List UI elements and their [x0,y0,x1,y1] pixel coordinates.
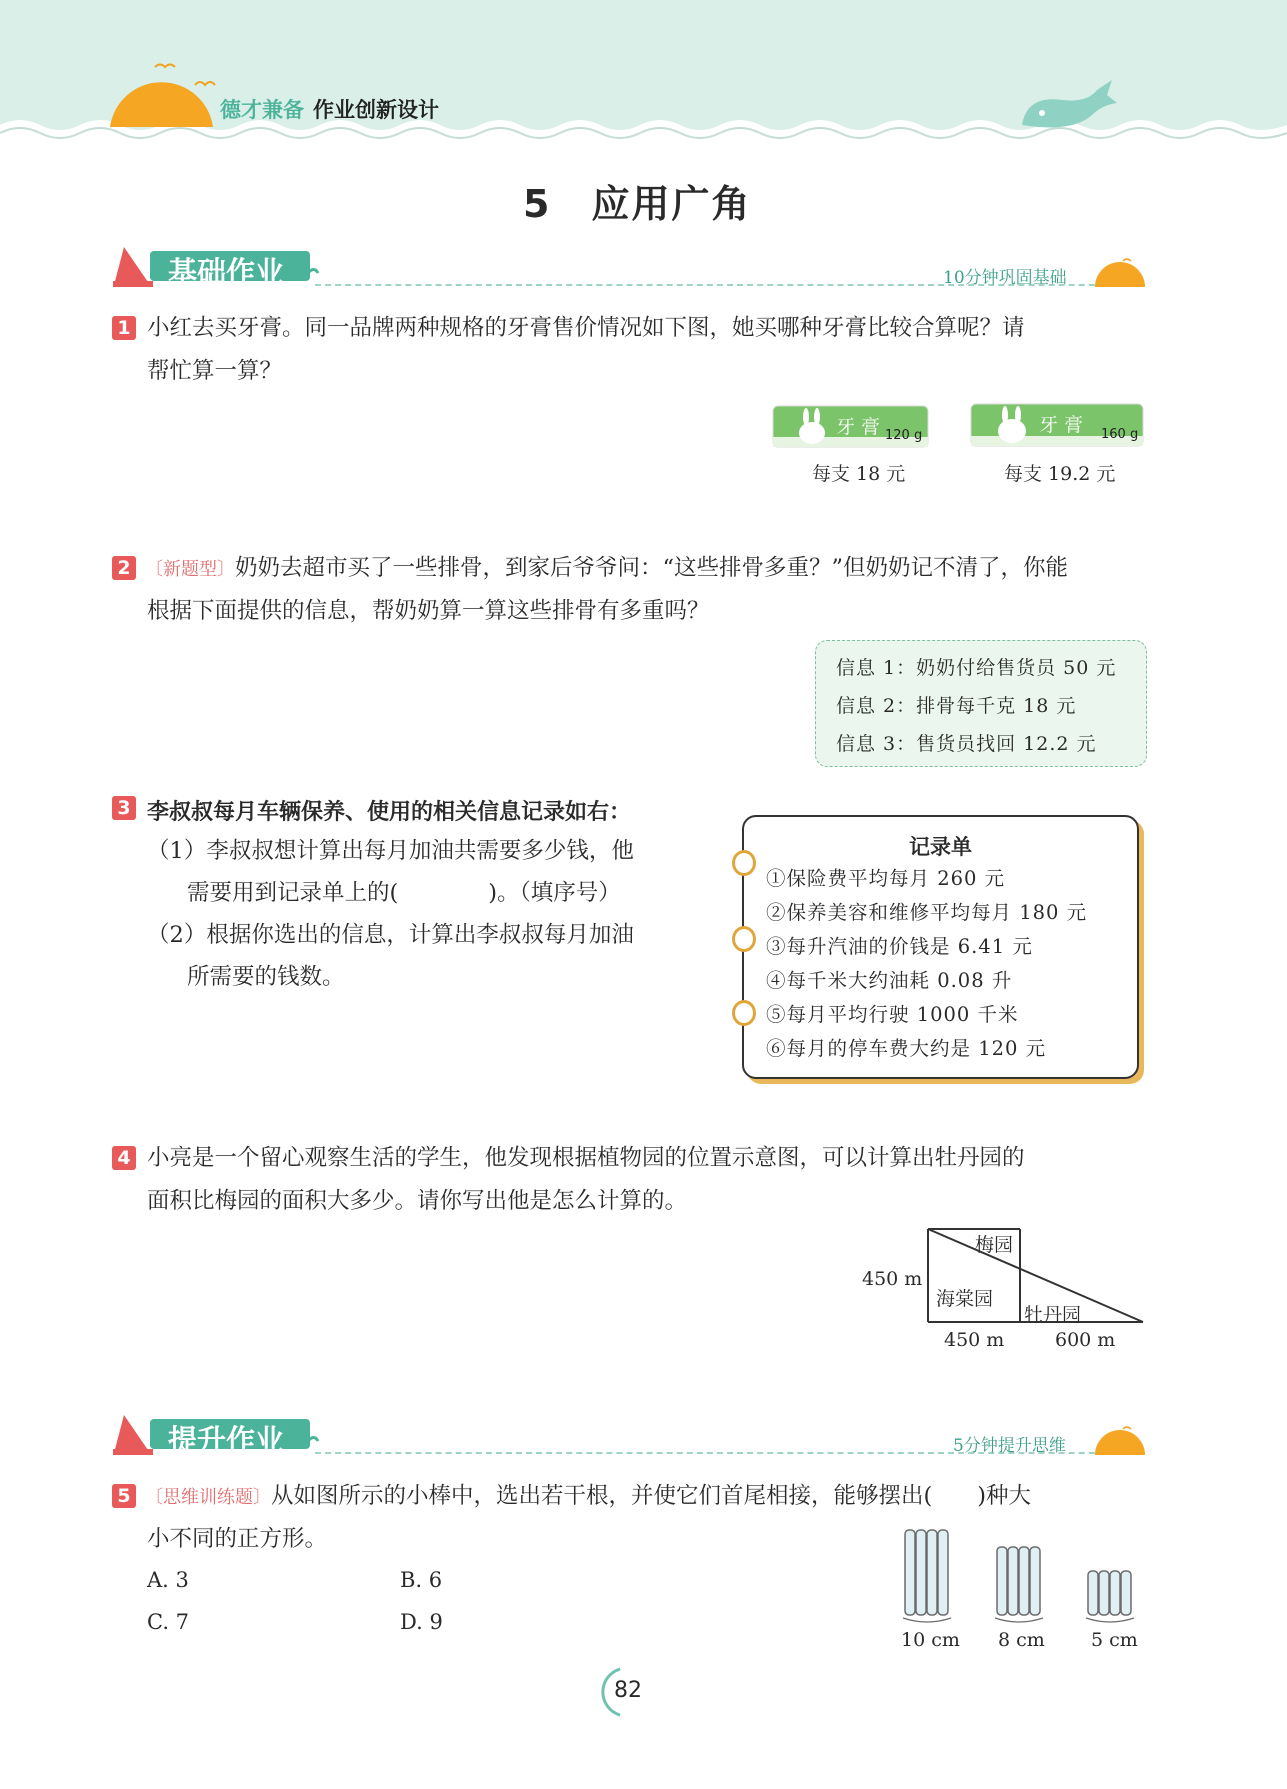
info-line-2: 信息 2：排骨每千克 18 元 [836,695,1077,717]
question-number-1: 1 [112,316,136,340]
option-c: C. 7 [147,1610,190,1634]
toothpaste-price-2: 每支 19.2 元 [1004,463,1116,485]
record-title: 记录单 [909,835,972,859]
question-number-2: 2 [112,556,136,580]
info-box [815,640,1147,767]
stick-label-8cm: 8 cm [998,1629,1045,1651]
toothpaste-label: 牙 膏 [836,416,881,438]
brand-name: 德才兼备 [220,98,304,122]
toothpaste-weight: 160 g [1101,427,1139,442]
sticks-figure [900,1525,1140,1625]
section-up-label: 提升作业 [168,1423,285,1457]
section-up-time: 5分钟提升思维 [953,1436,1066,1456]
q3-part1-line2: 需要用到记录单上的( )。（填序号） [187,880,621,906]
toothpaste-weight: 120 g [885,428,923,443]
question-number-5: 5 [112,1484,136,1508]
toothpaste-120g [772,405,929,448]
option-b: B. 6 [400,1568,443,1592]
toothpaste-160g [970,403,1144,447]
binder-ring-icon [732,1000,756,1026]
toothpaste-price-1: 每支 18 元 [812,463,906,485]
section-basic-label: 基础作业 [168,255,285,289]
section-basic-time: 10分钟巩固基础 [943,268,1067,288]
brand-subtitle: 作业创新设计 [313,98,439,122]
binder-ring-icon [732,850,756,876]
garden-haitang-label: 海棠园 [936,1288,994,1310]
dimension-bottom-1: 450 m [944,1329,1005,1351]
question-number-3: 3 [112,796,136,820]
dimension-bottom-2: 600 m [1055,1329,1116,1351]
small-sun-icon [1093,255,1147,289]
q4-text-line2: 面积比梅园的面积大多少。请你写出他是怎么计算的。 [147,1188,688,1214]
record-item-5: ⑤每月平均行驶 1000 千米 [766,1003,1019,1026]
option-d: D. 9 [400,1610,443,1634]
q2-text-line1 [145,546,1155,592]
info-line-1: 信息 1：奶奶付给售货员 50 元 [836,657,1117,679]
q2-text-line2: 根据下面提供的信息，帮奶奶算一算这些排骨有多重吗？ [147,598,710,624]
q3-part2-line1: （2）根据你选出的信息，计算出李叔叔每月加油 [147,922,634,948]
q3-part2-line2: 所需要的钱数。 [187,964,345,990]
stick-label-10cm: 10 cm [901,1629,960,1651]
question-number-4: 4 [112,1146,136,1170]
whale-icon [1012,75,1117,135]
binder-ring-icon [732,926,756,952]
bird-icon [193,75,217,91]
record-sheet [742,815,1139,1079]
q3-text: 李叔叔每月车辆保养、使用的相关信息记录如右： [147,800,632,825]
garden-mudan-label: 牡丹园 [1024,1304,1082,1326]
option-a: A. 3 [147,1568,189,1592]
page-number: 82 [614,1678,642,1703]
q5-text-line2: 小不同的正方形。 [147,1526,328,1552]
record-item-2: ②保养美容和维修平均每月 180 元 [766,901,1088,924]
record-item-3: ③每升汽油的价钱是 6.41 元 [766,935,1033,958]
stick-label-5cm: 5 cm [1091,1629,1138,1651]
q1-text-line2: 帮忙算一算？ [147,358,283,384]
record-item-6: ⑥每月的停车费大约是 120 元 [766,1037,1047,1060]
info-line-3: 信息 3：售货员找回 12.2 元 [836,733,1097,755]
q1-text-line1: 小红去买牙膏。同一品牌两种规格的牙膏售价情况如下图，她买哪种牙膏比较合算呢？请 [147,315,1025,341]
toothpaste-label: 牙 膏 [1039,414,1084,436]
q5-text: 从如图所示的小棒中，选出若干根，并使它们首尾相接，能够摆出( )种大 [271,1483,1032,1509]
question-tag: 〔新题型〕 [145,559,235,580]
q2-text: 奶奶去超市买了一些排骨，到家后爷爷问：“这些排骨多重？”但奶奶记不清了，你能 [235,555,1069,581]
garden-mei-label: 梅园 [975,1234,1014,1256]
page-title: 5 应用广角 [523,182,752,226]
dimension-left: 450 m [862,1268,923,1290]
sun-icon [105,55,215,130]
q3-part1-line1: （1）李叔叔想计算出每月加油共需要多少钱，他 [147,838,634,864]
q4-text-line1: 小亮是一个留心观察生活的学生，他发现根据植物园的位置示意图，可以计算出牡丹园的 [147,1145,1025,1171]
question-tag: 〔思维训练题〕 [145,1487,271,1508]
small-sun-icon [1093,1423,1147,1457]
record-item-4: ④每千米大约油耗 0.08 升 [766,969,1013,992]
record-item-1: ①保险费平均每月 260 元 [766,867,1006,890]
q5-text-line1 [145,1474,1155,1520]
